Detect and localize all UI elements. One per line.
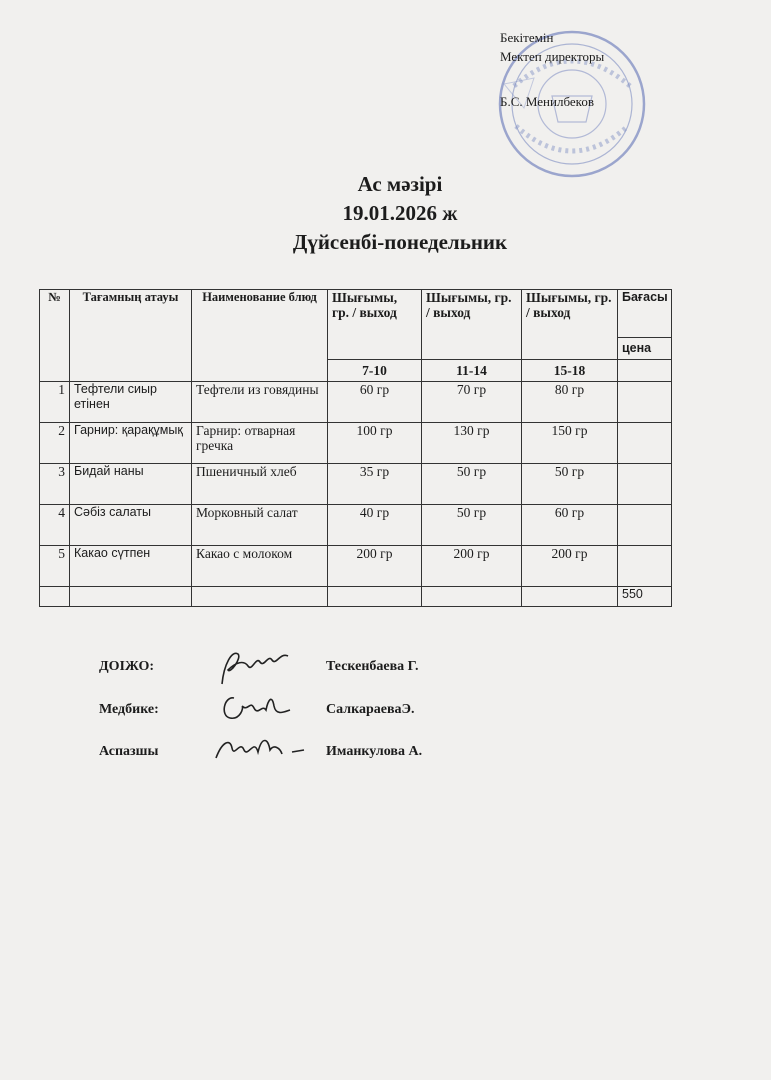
row-name-kz: Какао сүтпен xyxy=(70,546,192,587)
header-age-1: 7-10 xyxy=(328,360,422,382)
row-name-kz: Тефтели сиыр етінен xyxy=(70,382,192,423)
header-price-kz: Бағасы xyxy=(618,290,672,338)
table-row xyxy=(40,464,672,505)
title-menu: Ас мәзірі xyxy=(357,172,443,196)
table-row xyxy=(40,423,672,464)
row-price xyxy=(618,505,672,546)
handwritten-signature-icon xyxy=(210,728,310,768)
row-yield-2: 130 гр xyxy=(422,423,522,464)
row-yield-3: 80 гр xyxy=(522,382,618,423)
row-name-kz: Бидай наны xyxy=(70,464,192,505)
row-yield-3: 50 гр xyxy=(522,464,618,505)
total-empty-3 xyxy=(192,587,328,607)
row-num: 5 xyxy=(40,546,70,587)
signature-name-3: Иманкулова А. xyxy=(326,744,423,759)
total-empty-2 xyxy=(70,587,192,607)
title-date: 19.01.2026 ж xyxy=(342,201,458,225)
signature-role-3: Аспазшы xyxy=(99,744,159,759)
approval-label: Бекітемін xyxy=(500,30,554,45)
row-name-ru: Гарнир: отварная гречка xyxy=(192,423,328,464)
row-num: 3 xyxy=(40,464,70,505)
header-price-ru: цена xyxy=(618,338,672,360)
header-name-kz: Тағамның атауы xyxy=(70,290,192,382)
header-yield-2: Шығымы, гр. / выход xyxy=(422,290,522,360)
row-num: 2 xyxy=(40,423,70,464)
row-yield-3: 150 гр xyxy=(522,423,618,464)
header-age-3: 15-18 xyxy=(522,360,618,382)
header-age-2: 11-14 xyxy=(422,360,522,382)
row-yield-1: 100 гр xyxy=(328,423,422,464)
total-empty-5 xyxy=(422,587,522,607)
row-price xyxy=(618,382,672,423)
row-name-kz: Сәбіз салаты xyxy=(70,505,192,546)
row-price xyxy=(618,546,672,587)
total-empty-1 xyxy=(40,587,70,607)
title-weekday: Дүйсенбі-понедельник xyxy=(292,230,508,254)
row-yield-2: 70 гр xyxy=(422,382,522,423)
row-yield-2: 200 гр xyxy=(422,546,522,587)
handwritten-signature-icon xyxy=(214,644,294,688)
header-yield-1: Шығымы, гр. / выход xyxy=(328,290,422,360)
table-header-row xyxy=(40,290,672,338)
row-yield-1: 35 гр xyxy=(328,464,422,505)
row-name-ru: Пшеничный хлеб xyxy=(192,464,328,505)
header-empty xyxy=(618,360,672,382)
row-price xyxy=(618,464,672,505)
header-name-ru: Наименование блюд xyxy=(192,290,328,382)
header-num: № xyxy=(40,290,70,382)
row-num: 1 xyxy=(40,382,70,423)
row-yield-1: 60 гр xyxy=(328,382,422,423)
total-empty-4 xyxy=(328,587,422,607)
row-yield-3: 60 гр xyxy=(522,505,618,546)
row-yield-2: 50 гр xyxy=(422,505,522,546)
signature-name-2: СалкараеваЭ. xyxy=(326,702,415,717)
header-yield-3: Шығымы, гр. / выход xyxy=(522,290,618,360)
row-name-kz: Гарнир: қарақұмық xyxy=(70,423,192,464)
row-name-ru: Тефтели из говядины xyxy=(192,382,328,423)
page-title xyxy=(0,170,771,257)
row-yield-3: 200 гр xyxy=(522,546,618,587)
row-name-ru: Какао с молоком xyxy=(192,546,328,587)
table-row xyxy=(40,505,672,546)
row-name-ru: Морковный салат xyxy=(192,505,328,546)
menu-table xyxy=(39,289,672,607)
total-empty-6 xyxy=(522,587,618,607)
total-row xyxy=(40,587,672,607)
table-row xyxy=(40,382,672,423)
row-price xyxy=(618,423,672,464)
row-num: 4 xyxy=(40,505,70,546)
signature-role-2: Медбике: xyxy=(99,702,159,717)
total-price: 550 xyxy=(618,587,672,607)
signature-role-1: ДОІЖО: xyxy=(99,659,155,674)
signature-name-1: Тескенбаева Г. xyxy=(326,659,419,674)
table-row xyxy=(40,546,672,587)
row-yield-2: 50 гр xyxy=(422,464,522,505)
row-yield-1: 200 гр xyxy=(328,546,422,587)
approval-position: Мектеп директоры xyxy=(500,49,605,64)
director-name: Б.С. Менилбеков xyxy=(500,94,594,109)
row-yield-1: 40 гр xyxy=(328,505,422,546)
approval-block xyxy=(500,28,605,109)
handwritten-signature-icon xyxy=(214,686,294,726)
